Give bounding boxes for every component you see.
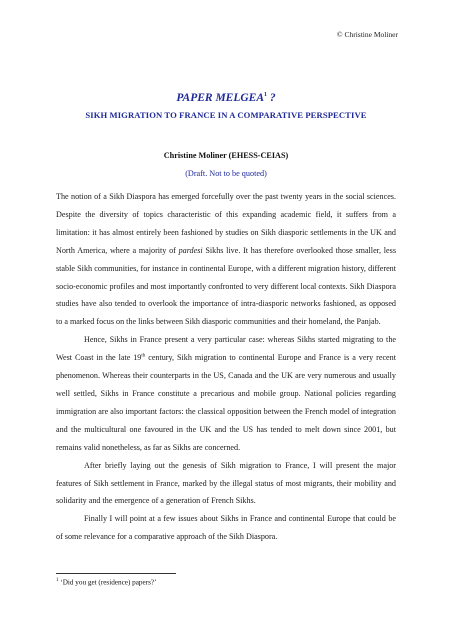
title-footnote-mark[interactable]: 1 — [264, 92, 268, 99]
pardesi-term: pardesi — [178, 245, 203, 255]
draft-note: (Draft. Not to be quoted) — [185, 169, 267, 178]
paragraph-2-part-b: century, Sikh migration to continental Europe and France is a very recent phenomenon. Whereas their counterparts in the US, Canada and the UK are very numerous and usually well settled, Sikhs in France constitute a precarious and mobile group. National policies regarding immigration are also important factors: the classical opposition between the French model of integration and the multicultural one favoured in the UK and the US has tended to melt down since 2001, but remains valid nonetheless, as far as Sikhs are concerned. — [56, 353, 396, 452]
paragraph-2 — [56, 331, 396, 456]
ordinal-superscript: th — [141, 353, 146, 359]
paragraph-3: After briefly laying out the genesis of Sikh migration to France, I will present the major features of Sikh settlement in France, marked by the illegal status of most migrants, their mobility and solidarity and the emergence of a generation of French Sikhs. — [56, 460, 396, 506]
footnote-text: ‘Did you get (residence) papers?’ — [58, 578, 157, 587]
copyright-header: © Christine Moliner — [336, 30, 398, 39]
title-text: PAPER MELGEA — [176, 92, 265, 104]
paragraph-1 — [56, 188, 396, 331]
footnote-mark: 1 — [56, 578, 59, 583]
footnote-divider — [56, 573, 176, 574]
paper-subtitle: SIKH MIGRATION TO FRANCE IN A COMPARATIVE PERSPECTIVE — [85, 110, 367, 120]
paragraph-1-part-a: The notion of a Sikh Diaspora has emerged forcefully over the past twenty years in the social sciences. Despite the diversity of topics characteristic of this expanding academic field, it suffers from a limitation: it has almost entirely been fashioned by studies on Sikh diasporic settlements in the UK and North America, where a majority of — [56, 192, 396, 255]
title-question-mark: ? — [267, 92, 276, 104]
footnote — [56, 578, 157, 586]
body-text — [56, 188, 396, 546]
paragraph-2-part-a: Hence, Sikhs in France present a very particular case: whereas Sikhs started migrating to the West Coast in the late 19 — [56, 335, 396, 363]
paragraph-1-part-b: Sikhs live. It has therefore overlooked those smaller, less stable Sikh communities, for instance in continental Europe, with a different migration history, different socio-economic profiles and most importantly confronted to very different local contexts. Sikh Diaspora studies have also tended to overlook the importance of intra-diasporic networks fashioned, as opposed to a marked focus on the links between Sikh diasporic communities and their homeland, the Panjab. — [56, 245, 396, 327]
author-line: Christine Moliner (EHESS-CEIAS) — [163, 151, 289, 160]
paragraph-4: Finally I will point at a few issues about Sikhs in France and continental Europe that could be of some relevance for a comparative approach of the Sikh Diaspora. — [56, 514, 396, 542]
paper-title — [0, 92, 452, 104]
